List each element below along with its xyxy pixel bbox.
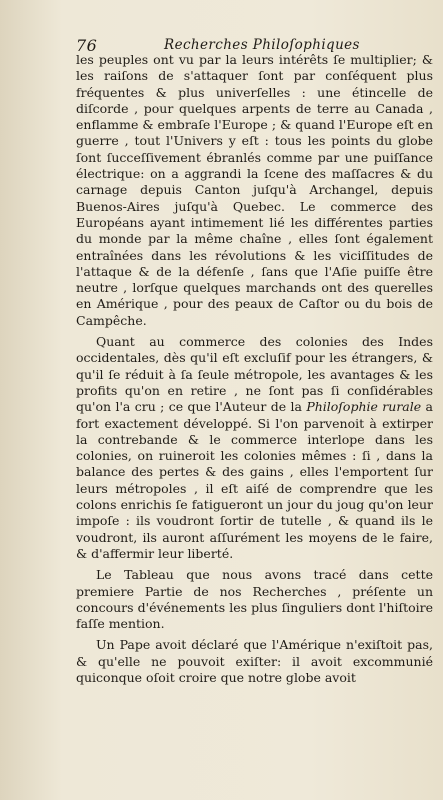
running-title: Recherches Philoſophiques (164, 37, 360, 53)
paragraph-2-text-after: a fort exactement développé. Si l'on parvenoit à extirper la contrebande & le commerce interlope dans les colonies, on ruineroit les colonies mêmes : ſi , dans la balance des pertes & des gains , elles l'emportent ſur leurs métropoles , il eſt aiſé de comprendre que les colons enrichis ſe fatigueront un jour du joug qu'on leur impoſe : ils voudront ſortir de tutelle , & quand ils le voudront, ils auront aſſurément les moyens de le faire, & d'affermir leur liberté. (76, 399, 433, 561)
paragraph-2 (76, 334, 433, 562)
book-title-italic: Philoſophie rurale (306, 399, 422, 415)
body-text (76, 52, 433, 686)
paragraph-3: Le Tableau que nous avons tracé dans cette premiere Partie de nos Recherches , préſente un concours d'événements les plus ſinguliers dont l'hiſtoire faſſe mention. (76, 567, 433, 632)
paragraph-2-text-before: Quant au commerce des colonies des Indes occidentales, dès qu'il eſt excluſif pour les étrangers, & qu'il ſe réduit à ſa ſeule métropole, les avantages & les profits qu'on en retire , ne ſont pas ſi conſidérables qu'on l'a cru ; ce que l'Auteur de la (76, 334, 433, 415)
paragraph-4: Un Pape avoit déclaré que l'Amérique n'exiſtoit pas, & qu'elle ne pouvoit exiſter: il avoit excommunié quiconque oſoit croire que notre globe avoit (76, 637, 433, 685)
page-number: 76 (76, 36, 98, 55)
paragraph-1: les peuples ont vu par la leurs intérêts ſe multiplier; & les raiſons de s'attaquer ſont par conſéquent plus fréquentes & plus univerſelles : une étincelle de diſcorde , pour quelques arpents de terre au Canada , enflamme & embraſe l'Europe ; & quand l'Europe eſt en guerre , tout l'Univers y eſt : tous les points du globe ſont ſucceſſivement ébranlés comme par une puiſſance électrique: on a aggrandi la ſcene des maſſacres & du carnage depuis Canton juſqu'à Archangel, depuis Buenos-Aires juſqu'à Quebec. Le commerce des Européans ayant intimement lié les différentes parties du monde par la même chaîne , elles ſont également entraînées dans les révolutions & les viciſſitudes de l'attaque & de la défenſe , ſans que l'Aſie puiſſe être neutre , lorſque quelques marchands ont des querelles en Amérique , pour des peaux de Caſtor ou du bois de Campêche. (76, 52, 433, 328)
